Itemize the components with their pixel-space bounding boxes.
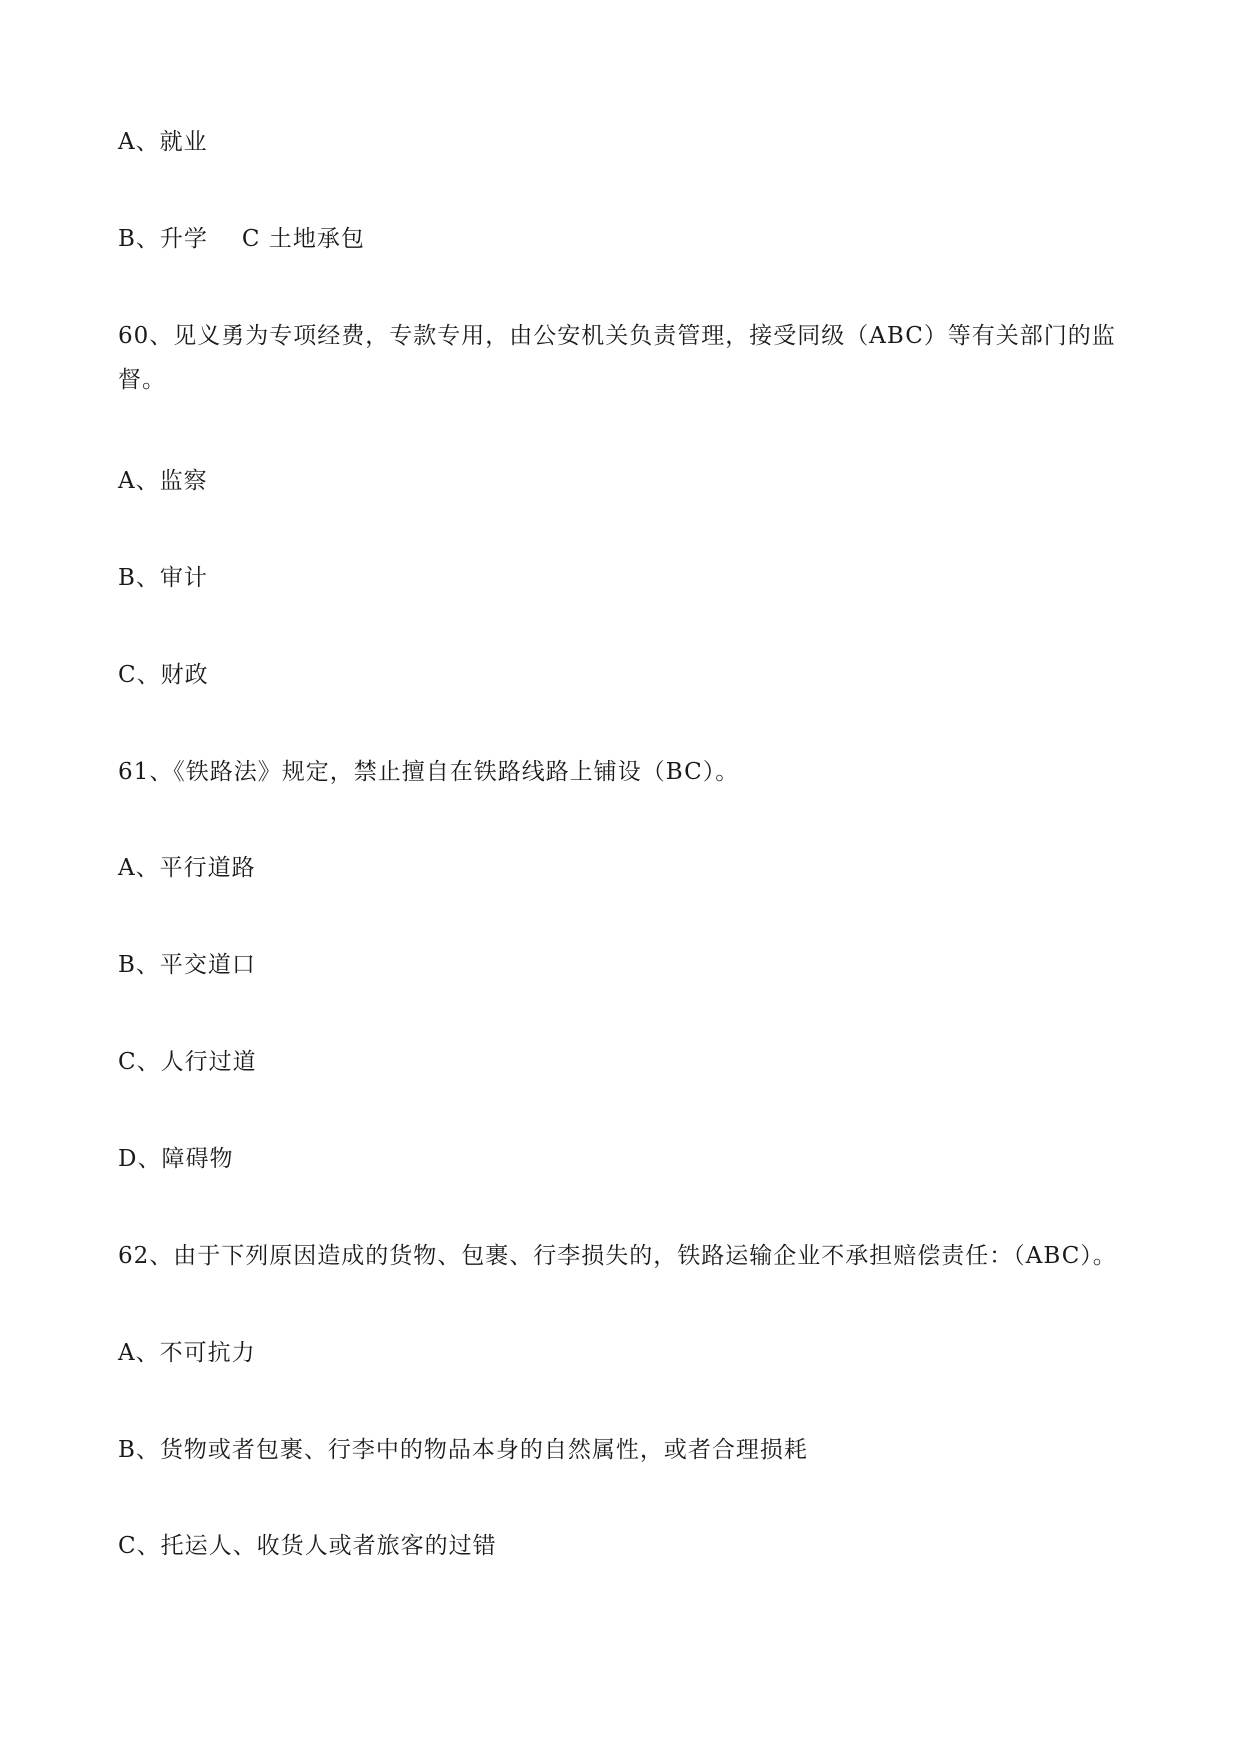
option-c-land-contract: C 土地承包 — [241, 226, 365, 252]
question-61-option-c: C、人行过道 — [118, 1049, 257, 1075]
option-b-c-line — [118, 218, 365, 260]
question-60-option-c: C、财政 — [118, 662, 209, 688]
question-60-option-b: B、审计 — [118, 565, 208, 591]
question-61: 61、《铁路法》规定，禁止擅自在铁路线路上铺设（BC）。 — [118, 759, 740, 785]
question-62-option-b: B、货物或者包裹、行李中的物品本身的自然属性，或者合理损耗 — [118, 1437, 808, 1463]
question-62-option-a: A、不可抗力 — [118, 1340, 256, 1366]
option-a-employment: A、就业 — [118, 129, 208, 155]
question-61-option-b: B、平交道口 — [118, 952, 256, 978]
question-62: 62、由于下列原因造成的货物、包裹、行李损失的，铁路运输企业不承担赔偿责任：（ABC）。 — [118, 1243, 1117, 1269]
question-62-option-c: C、托运人、收货人或者旅客的过错 — [118, 1533, 497, 1559]
question-61-option-d: D、障碍物 — [118, 1146, 234, 1172]
question-60-option-a: A、监察 — [118, 468, 208, 494]
question-60: 60、见义勇为专项经费，专款专用，由公安机关负责管理，接受同级（ABC）等有关部门的监督。 — [118, 323, 1116, 393]
question-61-option-a: A、平行道路 — [118, 855, 256, 881]
option-b-further-study: B、升学 — [118, 226, 208, 252]
